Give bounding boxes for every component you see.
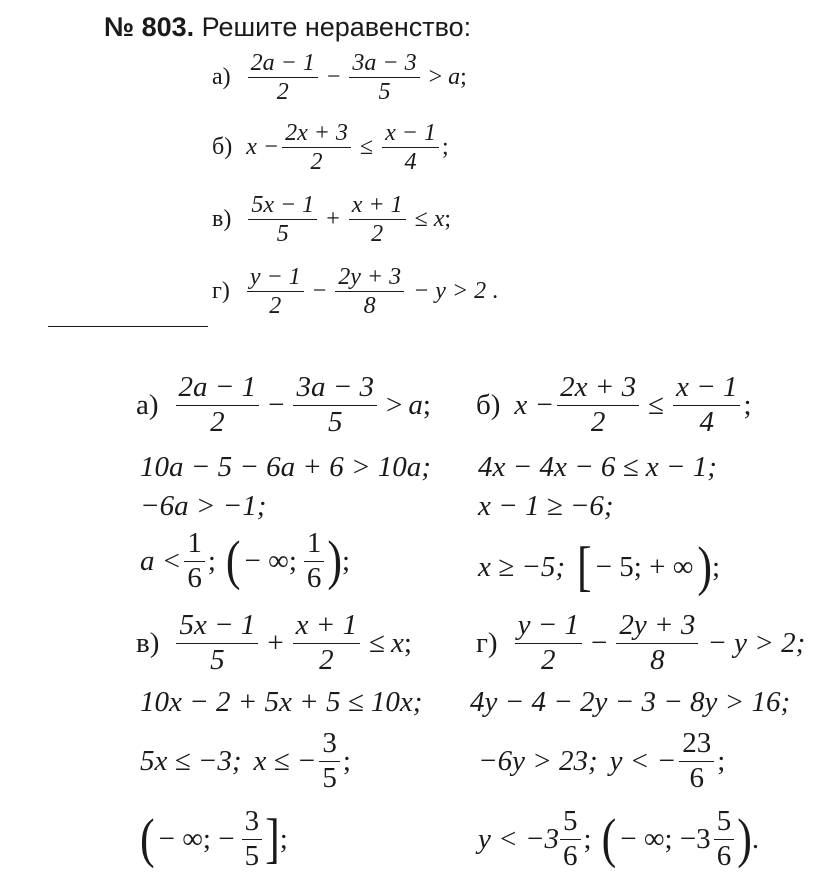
problem-title (104, 12, 471, 43)
punct: ; (441, 134, 449, 161)
denominator: 2 (319, 643, 334, 676)
denominator: 2 (269, 293, 282, 320)
punct: ; (717, 744, 726, 777)
interval-left: − ∞; −3 (620, 822, 711, 855)
solution-v-header (136, 610, 412, 677)
denominator: 5 (322, 761, 337, 794)
rhs: x (391, 626, 404, 659)
label-a: а) (212, 64, 231, 91)
interval-close: ] (265, 808, 280, 870)
relation: ≤ (414, 206, 428, 233)
numerator: 2a − 1 (248, 50, 318, 78)
fraction (673, 372, 740, 439)
fraction (176, 372, 260, 439)
numerator: 5x − 1 (248, 192, 317, 220)
interval-body: − 5; + ∞ (595, 550, 694, 583)
label-v: в) (212, 206, 232, 233)
denominator: 5 (210, 643, 225, 676)
answer-lhs: x ≥ −5; (478, 550, 566, 583)
fraction (560, 806, 581, 873)
denominator: 5 (378, 79, 391, 106)
denominator: 6 (306, 561, 322, 594)
denominator: 2 (210, 405, 225, 438)
solution-b-step2: x − 1 ≥ −6; (478, 490, 614, 522)
numerator: 3a − 3 (349, 50, 419, 78)
denominator: 5 (328, 405, 343, 438)
punct: ; (403, 626, 412, 659)
fraction (293, 610, 360, 677)
fraction (248, 192, 317, 248)
problem-number: № 803. (104, 12, 195, 42)
operator: − (312, 278, 327, 305)
rhs: x (433, 206, 445, 233)
solution-v-step1: 10x − 2 + 5x + 5 ≤ 10x; (140, 686, 423, 718)
fraction (242, 806, 263, 873)
denominator: 5 (276, 221, 289, 248)
numerator: 2a − 1 (176, 372, 260, 406)
label-a: а) (136, 388, 159, 421)
denominator: 2 (541, 643, 556, 676)
rhs: a (448, 64, 461, 91)
punct: . (751, 822, 760, 855)
denominator: 8 (650, 643, 665, 676)
interval-open: ( (225, 530, 241, 592)
operator: − (326, 64, 341, 91)
punct: ; (743, 388, 752, 421)
interval-open: ( (140, 808, 155, 870)
label-v: в) (136, 626, 160, 659)
solution-b-header (476, 372, 752, 439)
interval-left: − ∞; − (158, 822, 235, 855)
punct: ; (342, 744, 351, 777)
denominator: 4 (404, 149, 417, 176)
label-g: г) (476, 626, 498, 659)
punct: . (492, 278, 499, 305)
numerator: 2x + 3 (282, 120, 351, 148)
lhs: x − (246, 134, 280, 161)
step-text: y < −3 (478, 822, 560, 855)
problem-instruction: Решите неравенство: (201, 12, 472, 42)
denominator: 6 (563, 839, 578, 872)
punct: ; (444, 206, 452, 233)
denominator: 6 (716, 839, 732, 872)
solution-a-header (136, 372, 431, 439)
fraction (176, 610, 258, 677)
denominator: 4 (699, 405, 714, 438)
fraction (184, 528, 205, 595)
solution-v-step2 (140, 728, 351, 795)
fraction (282, 120, 351, 176)
interval-open: ( (601, 808, 617, 870)
denominator: 2 (276, 79, 289, 106)
interval-left: − ∞; (244, 544, 297, 577)
fraction (247, 264, 304, 320)
fraction (349, 50, 419, 106)
problem-v (212, 192, 451, 248)
problem-a (212, 50, 467, 106)
step-text: x ≤ − (253, 744, 317, 777)
fraction (248, 50, 318, 106)
solution-g-header (476, 610, 811, 677)
numerator: 3 (242, 806, 263, 840)
answer-lhs: a < (140, 544, 182, 577)
fraction (557, 372, 639, 439)
solution-b-step1: 4x − 4x − 6 ≤ x − 1; (478, 451, 717, 483)
operator: − (268, 388, 285, 421)
numerator: x − 1 (673, 372, 740, 406)
interval-open: [ (577, 535, 592, 597)
punct: ; (460, 64, 467, 91)
interval-close: ) (697, 535, 713, 597)
numerator: 1 (304, 528, 325, 562)
operator: + (267, 626, 284, 659)
problem-g (212, 264, 498, 320)
solution-g-step2 (478, 728, 725, 795)
numerator: x + 1 (293, 610, 360, 644)
numerator: 23 (679, 728, 714, 762)
punct: ; (583, 822, 592, 855)
numerator: 1 (184, 528, 205, 562)
fraction (515, 610, 582, 677)
solution-v-answer (140, 806, 288, 873)
separator-line (48, 326, 208, 327)
solution-a-answer (140, 528, 350, 595)
fraction (382, 120, 439, 176)
numerator: 5x − 1 (176, 610, 258, 644)
numerator: 2y + 3 (335, 264, 404, 292)
fraction (679, 728, 714, 795)
denominator: 5 (244, 839, 260, 872)
operator: + (326, 206, 340, 233)
step-text: y < − (609, 744, 677, 777)
numerator: x − 1 (382, 120, 439, 148)
fraction (335, 264, 404, 320)
operator: − (591, 626, 608, 659)
fraction (349, 192, 406, 248)
numerator: y − 1 (515, 610, 582, 644)
problem-b (212, 120, 449, 176)
interval-close: ) (737, 808, 752, 870)
label-b: б) (212, 134, 233, 161)
denominator: 8 (363, 293, 376, 320)
fraction (319, 728, 340, 795)
fraction (293, 372, 377, 439)
denominator: 6 (187, 561, 202, 594)
rhs: a (408, 388, 423, 421)
lhs: x − (514, 388, 555, 421)
punct: ; (712, 550, 721, 583)
numerator: 3 (319, 728, 340, 762)
relation: > (386, 388, 403, 421)
fraction (714, 806, 735, 873)
tail: − y > 2; (707, 626, 806, 659)
solution-g-step1: 4y − 4 − 2y − 3 − 8y > 16; (470, 686, 791, 718)
solution-b-answer (478, 535, 721, 597)
denominator: 2 (310, 149, 323, 176)
punct: ; (342, 544, 351, 577)
relation: ≤ (359, 134, 374, 161)
interval-close: ) (327, 530, 343, 592)
punct: ; (422, 388, 431, 421)
solution-a-step1: 10a − 5 − 6a + 6 > 10a; (140, 451, 431, 483)
denominator: 6 (689, 761, 704, 794)
punct: ; (279, 822, 288, 855)
relation: ≤ (648, 388, 664, 421)
tail: − y > 2 (413, 278, 487, 305)
numerator: 3a − 3 (293, 372, 377, 406)
step-text: 5x ≤ −3; (140, 744, 242, 777)
numerator: x + 1 (349, 192, 406, 220)
punct: ; (207, 544, 216, 577)
numerator: 5 (714, 806, 735, 840)
fraction (304, 528, 325, 595)
relation: > (428, 64, 443, 91)
denominator: 2 (590, 405, 606, 438)
relation: ≤ (369, 626, 386, 659)
solution-a-step2: −6a > −1; (140, 490, 267, 522)
solution-g-answer (478, 806, 759, 873)
label-b: б) (476, 388, 501, 421)
numerator: 2x + 3 (557, 372, 639, 406)
label-g: г) (212, 278, 230, 305)
numerator: y − 1 (247, 264, 304, 292)
fraction (616, 610, 698, 677)
numerator: 2y + 3 (616, 610, 698, 644)
step-text: −6y > 23; (478, 744, 598, 777)
numerator: 5 (560, 806, 581, 840)
denominator: 2 (371, 221, 384, 248)
